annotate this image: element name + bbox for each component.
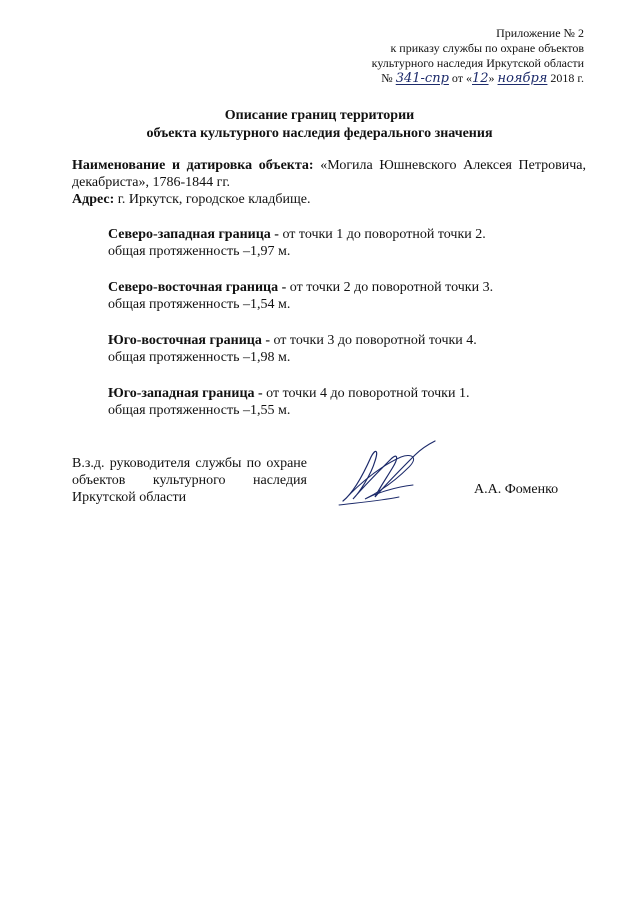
appendix-authority: культурного наследия Иркутской области [371,56,584,70]
border-name: Юго-восточная граница - [108,333,270,348]
order-month: ноября [497,71,548,86]
border-name: Северо-восточная граница - [108,280,287,295]
border-length: общая протяженность –1,55 м. [108,403,291,418]
appendix-order-ref: к приказу службы по охране объектов [390,41,584,55]
appendix-header [284,26,584,86]
order-mid: » [488,71,495,85]
border-name: Юго-западная граница - [108,386,263,401]
title-line-2: объекта культурного наследия федерального значения [146,126,493,141]
border-desc: от точки 2 до поворотной точки 3. [289,280,494,295]
border-name: Северо-западная граница - [108,227,279,242]
border-item [108,279,579,313]
document-title [0,107,639,143]
object-name-label: Наименование и датировка объекта: [72,158,314,173]
appendix-title: Приложение № 2 [496,26,584,40]
border-item [108,385,579,419]
border-desc: от точки 1 до поворотной точки 2. [282,227,486,242]
title-line-1: Описание границ территории [224,108,415,123]
object-address-label: Адрес: [72,192,115,207]
border-item [108,226,579,260]
borders-list [108,226,579,438]
order-number-line [284,71,584,86]
border-item [108,332,579,366]
order-from: от « [451,71,472,85]
signatory-position: В.з.д. руководителя службы по охране объектов культурного наследия Иркутской области [72,456,307,505]
object-address-row [72,191,586,208]
order-day: 12 [472,71,489,86]
border-desc: от точки 4 до поворотной точки 1. [266,386,470,401]
handwritten-signature [335,435,440,510]
signatory-name: А.А. Фоменко [474,482,559,497]
border-length: общая протяженность –1,54 м. [108,297,291,312]
border-length: общая протяженность –1,98 м. [108,350,291,365]
order-prefix: № [381,71,393,85]
border-length: общая протяженность –1,97 м. [108,244,291,259]
border-desc: от точки 3 до поворотной точки 4. [273,333,477,348]
object-name-row [72,157,586,191]
order-number: 341-спр [395,71,449,86]
object-address-value: г. Иркутск, городское кладбище. [117,192,311,207]
object-name-value: «Могила Юшневского Алексея Петровича, декабриста», 1786-1844 гг. [72,158,586,190]
order-year: 2018 г. [550,71,584,85]
object-info [72,157,586,208]
